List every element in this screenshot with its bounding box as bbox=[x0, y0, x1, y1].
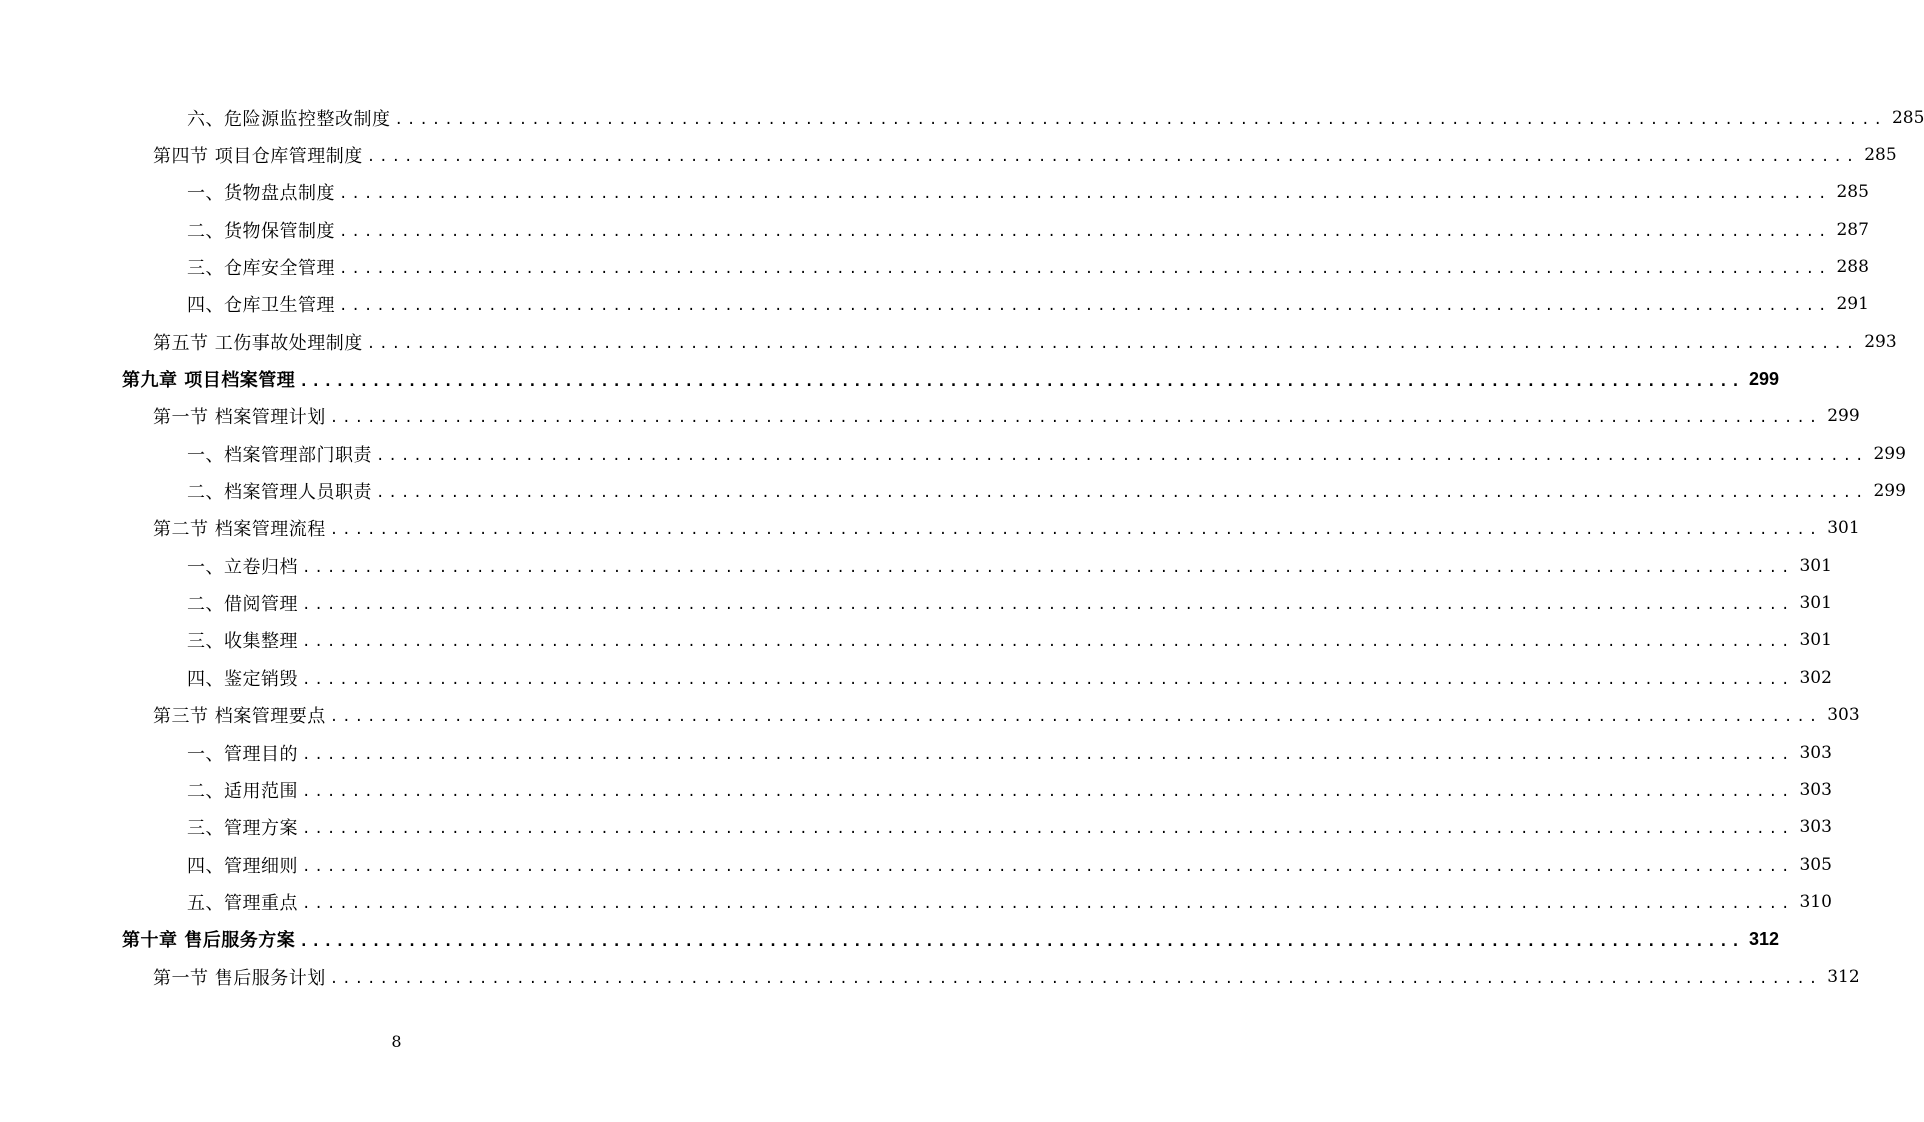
toc-dot-leader: ........................................................................................................................ bbox=[339, 186, 1831, 203]
toc-entry-page: 288 bbox=[1836, 257, 1869, 278]
toc-entry-title: 四、管理细则 bbox=[187, 855, 298, 877]
toc-entry[interactable] bbox=[0, 174, 1869, 211]
toc-entry-title: 第一节 档案管理计划 bbox=[153, 407, 326, 429]
toc-entry-page: 301 bbox=[1799, 630, 1832, 651]
toc-dot-leader: ........................................................................................................................ bbox=[299, 932, 1743, 951]
toc-entry-title: 一、档案管理部门职责 bbox=[187, 444, 372, 466]
toc-entry[interactable] bbox=[0, 136, 1897, 173]
toc-entry-title: 六、危险源监控整改制度 bbox=[187, 108, 391, 130]
toc-entry-title: 三、管理方案 bbox=[187, 818, 298, 840]
toc-dot-leader: ........................................................................................................................ bbox=[329, 410, 1822, 427]
toc-dot-leader: ........................................................................................................................ bbox=[302, 821, 1794, 838]
toc-dot-leader: ........................................................................................................................ bbox=[339, 261, 1831, 278]
toc-entry[interactable] bbox=[0, 697, 1860, 734]
toc-entry-title: 第十章 售后服务方案 bbox=[122, 930, 296, 952]
toc-entry[interactable] bbox=[0, 547, 1832, 584]
toc-entry[interactable] bbox=[0, 659, 1832, 696]
toc-entry-title: 一、立卷归档 bbox=[187, 556, 298, 578]
toc-entry-page: 303 bbox=[1799, 779, 1832, 800]
toc-dot-leader: ........................................................................................................................ bbox=[329, 970, 1822, 987]
toc-entry-title: 五、管理重点 bbox=[187, 892, 298, 914]
toc-entry[interactable] bbox=[0, 323, 1897, 360]
toc-dot-leader: ........................................................................................................................ bbox=[302, 858, 1794, 875]
toc-dot-leader: ........................................................................................................................ bbox=[302, 634, 1794, 651]
toc-entry-page: 302 bbox=[1799, 667, 1832, 688]
toc-entry-title: 第四节 项目仓库管理制度 bbox=[153, 146, 363, 168]
toc-entry[interactable] bbox=[0, 809, 1832, 846]
toc-entry[interactable] bbox=[0, 510, 1860, 547]
toc-entry-title: 二、货物保管制度 bbox=[187, 220, 335, 242]
toc-dot-leader: ........................................................................................................................ bbox=[302, 597, 1794, 614]
toc-entry-page: 312 bbox=[1827, 966, 1860, 987]
toc-entry-title: 第二节 档案管理流程 bbox=[153, 519, 326, 541]
toc-entry[interactable] bbox=[0, 622, 1832, 659]
toc-dot-leader: ........................................................................................................................ bbox=[366, 335, 1859, 352]
toc-entry-page: 312 bbox=[1748, 928, 1780, 949]
toc-chapter-entry[interactable] bbox=[0, 921, 1780, 958]
toc-entry-page: 287 bbox=[1836, 219, 1869, 240]
toc-chapter-entry[interactable] bbox=[0, 360, 1780, 397]
toc-entry-title: 一、货物盘点制度 bbox=[187, 183, 335, 205]
toc-dot-leader: ........................................................................................................................ bbox=[376, 485, 1868, 502]
toc-entry[interactable] bbox=[0, 883, 1832, 920]
toc-dot-leader: ........................................................................................................................ bbox=[376, 447, 1868, 464]
toc-dot-leader: ........................................................................................................................ bbox=[302, 895, 1794, 912]
toc-entry[interactable] bbox=[0, 472, 1906, 509]
toc-entry-page: 299 bbox=[1827, 406, 1860, 427]
toc-dot-leader: ........................................................................................................................ bbox=[329, 709, 1822, 726]
toc-entry[interactable] bbox=[0, 248, 1869, 285]
toc-entry-title: 二、适用范围 bbox=[187, 780, 298, 802]
toc-entry-page: 291 bbox=[1836, 294, 1869, 315]
page-number: 8 bbox=[391, 1032, 402, 1051]
toc-dot-leader: ........................................................................................................................ bbox=[394, 111, 1886, 128]
toc-entry[interactable] bbox=[0, 398, 1860, 435]
toc-entry[interactable] bbox=[0, 99, 1924, 136]
toc-entry-title: 二、借阅管理 bbox=[187, 594, 298, 616]
toc-entry[interactable] bbox=[0, 286, 1869, 323]
toc-entry-page: 305 bbox=[1799, 854, 1832, 875]
toc-entry-page: 293 bbox=[1864, 331, 1897, 352]
toc-entry-page: 303 bbox=[1799, 817, 1832, 838]
toc-entry-page: 299 bbox=[1748, 368, 1780, 389]
toc-entry-page: 301 bbox=[1799, 593, 1832, 614]
toc-dot-leader: ........................................................................................................................ bbox=[366, 149, 1859, 166]
toc-entry-page: 301 bbox=[1799, 555, 1832, 576]
toc-dot-leader: ........................................................................................................................ bbox=[299, 372, 1743, 391]
toc-entry-page: 299 bbox=[1873, 481, 1906, 502]
toc-dot-leader: ........................................................................................................................ bbox=[329, 522, 1822, 539]
toc-entry-page: 299 bbox=[1873, 443, 1906, 464]
toc-entry[interactable] bbox=[0, 958, 1860, 995]
table-of-contents bbox=[0, 99, 1924, 995]
toc-entry[interactable] bbox=[0, 435, 1906, 472]
toc-entry[interactable] bbox=[0, 734, 1832, 771]
toc-dot-leader: ........................................................................................................................ bbox=[302, 746, 1794, 763]
toc-entry-page: 301 bbox=[1827, 518, 1860, 539]
toc-entry-title: 一、管理目的 bbox=[187, 743, 298, 765]
toc-entry-title: 第九章 项目档案管理 bbox=[122, 370, 296, 392]
toc-entry-page: 285 bbox=[1864, 145, 1897, 166]
toc-entry-page: 303 bbox=[1827, 705, 1860, 726]
toc-entry[interactable] bbox=[0, 771, 1832, 808]
toc-entry-title: 四、仓库卫生管理 bbox=[187, 295, 335, 317]
toc-dot-leader: ........................................................................................................................ bbox=[302, 783, 1794, 800]
toc-entry-page: 303 bbox=[1799, 742, 1832, 763]
toc-dot-leader: ........................................................................................................................ bbox=[339, 298, 1831, 315]
toc-entry-title: 第一节 售后服务计划 bbox=[153, 967, 326, 989]
toc-entry[interactable] bbox=[0, 584, 1832, 621]
toc-dot-leader: ........................................................................................................................ bbox=[302, 671, 1794, 688]
toc-entry-title: 三、仓库安全管理 bbox=[187, 258, 335, 280]
toc-entry-title: 第三节 档案管理要点 bbox=[153, 706, 326, 728]
toc-entry-page: 285 bbox=[1891, 107, 1924, 128]
toc-dot-leader: ........................................................................................................................ bbox=[339, 223, 1831, 240]
toc-entry-title: 第五节 工伤事故处理制度 bbox=[153, 332, 363, 354]
toc-entry-page: 285 bbox=[1836, 182, 1869, 203]
toc-entry[interactable] bbox=[0, 211, 1869, 248]
toc-entry-title: 二、档案管理人员职责 bbox=[187, 482, 372, 504]
toc-entry-title: 三、收集整理 bbox=[187, 631, 298, 653]
toc-dot-leader: ........................................................................................................................ bbox=[302, 559, 1794, 576]
toc-entry[interactable] bbox=[0, 846, 1832, 883]
toc-entry-title: 四、鉴定销毁 bbox=[187, 668, 298, 690]
toc-entry-page: 310 bbox=[1799, 891, 1832, 912]
